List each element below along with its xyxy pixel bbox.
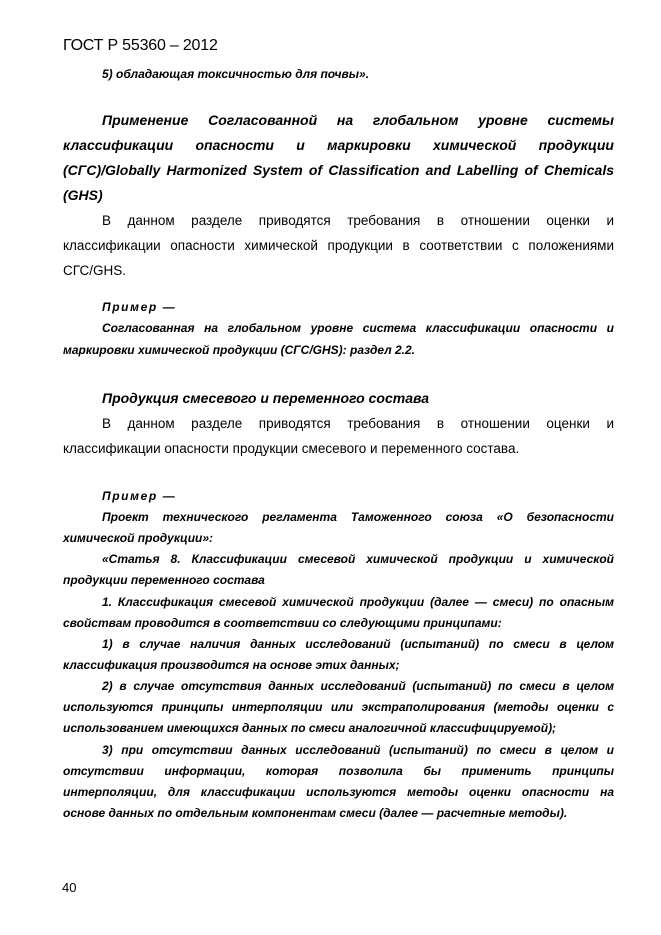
example1-label: Пример — <box>102 300 177 314</box>
section2-body-line-1: В данном разделе приводятся требования в отношении оценки и <box>102 416 614 431</box>
example2-line-14: интерполяции, для классификации используются методы оценки опасности на <box>63 785 614 799</box>
example2-line-12: 3) при отсутствии данных исследований (испытаний) по смеси в целом и <box>102 743 614 757</box>
example2-line-13: отсутствии информации, которая позволила бы применить принципы <box>63 764 614 778</box>
example2-line-3: «Статья 8. Классификации смесевой химической продукции и химической <box>102 552 614 566</box>
example2-line-15: основе данных по отдельным компонентам смеси (далее — расчетные методы). <box>63 806 568 820</box>
example2-line-2: химической продукции»: <box>63 531 214 545</box>
example2-line-6: свойствам проводится в соответствии со следующими принципами: <box>63 616 502 630</box>
section1-heading-line-1: Применение Согласованной на глобальном уровне системы <box>102 112 614 128</box>
example1-line-1: Согласованная на глобальном уровне система классификации опасности и <box>102 321 614 335</box>
example2-line-9: 2) в случае отсутствия данных исследований (испытаний) по смеси в целом <box>102 679 614 693</box>
list-item-5: 5) обладающая токсичностью для почвы». <box>102 67 370 81</box>
page-number: 40 <box>62 880 77 895</box>
example2-line-11: использованием имеющихся данных по смеси аналогичной классифицируемой); <box>63 721 557 735</box>
section2-body-line-2: классификации опасности продукции смесевого и переменного состава. <box>63 441 520 456</box>
section1-heading-line-2: классификации опасности и маркировки химической продукции <box>63 137 614 153</box>
section1-heading-line-4: (GHS) <box>63 187 103 203</box>
example2-label: Пример — <box>102 489 177 503</box>
document-header-title: ГОСТ Р 55360 – 2012 <box>63 37 218 54</box>
example2-line-7: 1) в случае наличия данных исследований (испытаний) по смеси в целом <box>102 637 614 651</box>
example2-line-4: продукции переменного состава <box>63 573 265 587</box>
example2-line-10: используются принципы интерполяции или экстраполирования (методы оценки с <box>63 700 614 714</box>
section1-body-line-1: В данном разделе приводятся требования в отношении оценки и <box>102 213 614 228</box>
section2-heading: Продукция смесевого и переменного состава <box>102 390 430 406</box>
section1-body-line-3: СГС/GHS. <box>63 263 126 278</box>
example2-line-8: классификация производится на основе этих данных; <box>63 658 400 672</box>
example1-line-2: маркировки химической продукции (СГС/GHS): раздел 2.2. <box>63 343 416 357</box>
section1-heading-line-3: (СГС)/Globally Harmonized System of Classification and Labelling of Chemicals <box>63 162 614 178</box>
example2-line-1: Проект технического регламента Таможенного союза «О безопасности <box>102 510 614 524</box>
example2-line-5: 1. Классификация смесевой химической продукции (далее — смеси) по опасным <box>102 595 614 609</box>
section1-body-line-2: классификации опасности химической продукции в соответствии с положениями <box>63 238 614 253</box>
